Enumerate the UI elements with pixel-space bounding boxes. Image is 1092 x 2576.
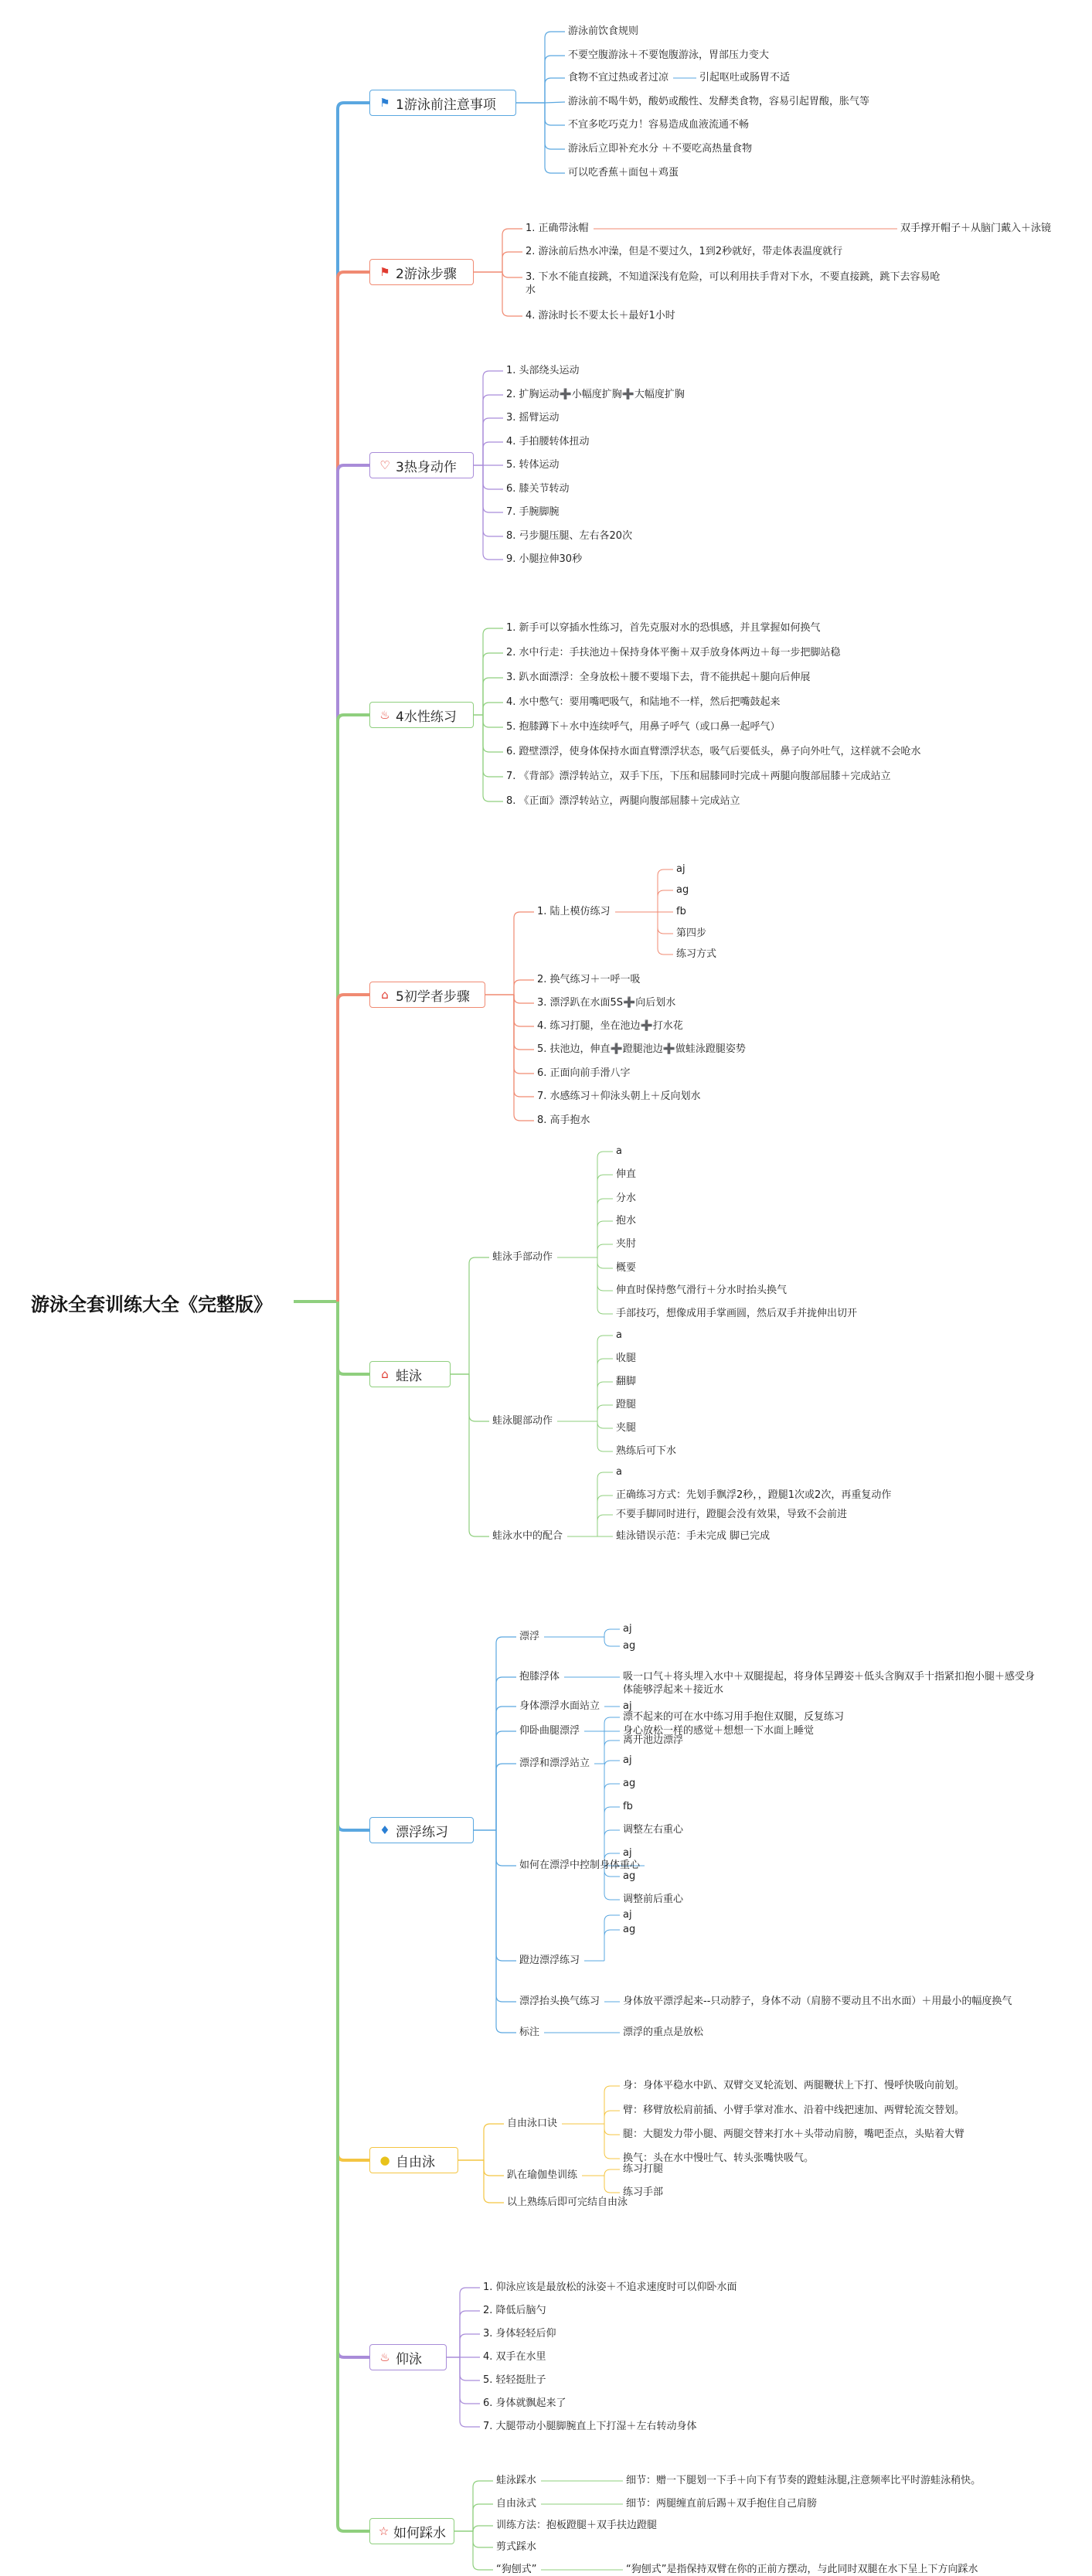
child-node[interactable]: 漂浮 — [519, 1631, 540, 1642]
grandchild-node[interactable]: 概要 — [616, 1262, 637, 1274]
topic-label: 蛙泳 — [396, 1368, 422, 1384]
grandchild-branch — [597, 1382, 613, 1421]
child-connector — [545, 56, 565, 103]
grandchild-branch — [597, 1257, 613, 1268]
grandchild-node[interactable]: 换气：头在水中慢吐气、转头张嘴快吸气。 — [623, 2152, 815, 2164]
child-node[interactable]: 9. 小腿拉伸30秒 — [506, 553, 583, 565]
child-connector — [496, 1830, 516, 1866]
child-connector — [502, 272, 522, 316]
child-connector — [502, 229, 522, 272]
child-connector — [460, 2357, 480, 2427]
child-node[interactable]: 3. 下水不能直接跳，不知道深浅有危险，可以利用扶手背对下水，不要直接跳，跳下去容易呛水 — [526, 271, 941, 296]
grandchild-node[interactable]: ag — [623, 1924, 636, 1935]
child-connector — [484, 2124, 504, 2160]
grandchild-node[interactable]: 细节：赠一下腿划一下手＋向下有节奏的蹬蛙泳腿,注意频率比平时游蛙泳稍快。 — [626, 2475, 981, 2486]
grandchild-node[interactable]: 不要手脚同时进行，蹬腿会没有效果，导致不会前进 — [616, 1509, 848, 1520]
grandchild-node[interactable]: 引起呕吐或肠胃不适 — [699, 72, 791, 83]
child-node[interactable]: 标注 — [519, 2026, 540, 2038]
topic-label: 2游泳步骤 — [396, 266, 457, 282]
grandchild-branch — [604, 2176, 620, 2193]
child-node[interactable]: 4. 游泳时长不要太长＋最好1小时 — [526, 310, 675, 322]
child-node[interactable]: 5. 轻轻挺肚子 — [483, 2374, 546, 2386]
grandchild-branch — [597, 1421, 613, 1451]
grandchild-branch — [597, 1421, 613, 1428]
child-connector — [483, 715, 503, 777]
child-connector — [473, 2481, 493, 2531]
grandchild-node[interactable]: a — [616, 1145, 622, 1157]
child-node[interactable]: 蛙泳腿部动作 — [492, 1415, 553, 1427]
child-connector — [484, 2160, 504, 2176]
grandchild-node[interactable]: 蹬腿 — [616, 1399, 637, 1411]
child-node[interactable]: 抱膝浮体 — [519, 1671, 560, 1683]
child-node[interactable]: 2. 扩胸运动➕小幅度扩胸➕大幅度扩胸 — [506, 389, 685, 400]
child-connector — [545, 103, 565, 149]
grandchild-node[interactable]: 收腿 — [616, 1353, 637, 1364]
child-connector — [483, 465, 503, 536]
child-node[interactable]: 1. 新手可以穿插水性练习，首先克服对水的恐惧感，并且掌握如何换气 — [506, 622, 821, 634]
trunk-branch — [338, 1302, 369, 2160]
child-connector — [514, 912, 534, 995]
grandchild-node[interactable]: aj — [623, 1623, 632, 1635]
grandchild-branch — [604, 2111, 620, 2124]
child-node[interactable]: 游泳后立即补充水分 ＋不要吃高热量食物 — [568, 143, 753, 155]
grandchild-node[interactable]: 调整前后重心 — [623, 1894, 684, 1905]
trunk-branch — [338, 272, 369, 1302]
trunk-branch — [338, 1302, 369, 2531]
grandchild-node[interactable]: ag — [676, 884, 689, 896]
child-node[interactable]: 如何在漂浮中控制身体重心 — [519, 1860, 641, 1871]
child-connector — [514, 995, 534, 1121]
child-connector — [483, 715, 503, 752]
child-connector — [545, 32, 565, 103]
child-node[interactable]: 以上熟练后即可完结自由泳 — [507, 2197, 628, 2208]
child-node[interactable]: 1. 头部绕头运动 — [506, 365, 580, 376]
topic-label: 1游泳前注意事项 — [396, 97, 496, 113]
grandchild-node[interactable]: 双手撑开帽子＋从脑门戴入＋泳镜 — [900, 223, 1052, 234]
grandchild-branch — [597, 1359, 613, 1421]
child-node[interactable]: 3. 漂浮趴在水面5S➕向后划水 — [537, 997, 676, 1009]
topic-9[interactable] — [369, 2344, 447, 2370]
child-connector — [514, 995, 534, 1003]
grandchild-branch — [604, 1807, 620, 1866]
child-node[interactable]: 自由泳口诀 — [507, 2118, 558, 2129]
grandchild-branch — [597, 1244, 613, 1257]
grandchild-node[interactable]: 调整左右重心 — [623, 1824, 684, 1836]
grandchild-node[interactable]: fb — [676, 906, 686, 917]
grandchild-node[interactable]: ag — [623, 1778, 636, 1789]
grandchild-node[interactable]: 翻脚 — [616, 1376, 637, 1387]
trunk-branch — [338, 715, 369, 1302]
child-node[interactable]: 4. 水中憋气：要用嘴吧吸气，和陆地不一样，然后把嘴鼓起来 — [506, 696, 781, 708]
child-node[interactable]: 蹬边漂浮练习 — [519, 1955, 580, 1966]
child-connector — [483, 395, 503, 465]
topic-label: 如何踩水 — [393, 2525, 446, 2541]
child-node[interactable]: 4. 双手在水里 — [483, 2351, 546, 2363]
trunk-branch — [338, 995, 369, 1302]
child-node[interactable]: 可以吃香蕉＋面包＋鸡蛋 — [568, 167, 679, 179]
child-node[interactable]: “狗刨式” — [496, 2564, 537, 2575]
grandchild-node[interactable]: a — [616, 1466, 622, 1478]
grandchild-branch — [597, 1405, 613, 1421]
child-connector — [496, 1731, 516, 1830]
root-title[interactable]: 游泳全套训练大全《完整版》 — [31, 1294, 272, 1315]
grandchild-node[interactable]: fb — [623, 1801, 633, 1812]
grandchild-node[interactable]: ag — [623, 1640, 636, 1652]
child-node[interactable]: 1. 陆上模仿练习 — [537, 906, 611, 917]
grandchild-node[interactable]: 练习方式 — [676, 948, 717, 960]
grandchild-node[interactable]: 腿：大腿发力带小腿、两腿交替来打水＋头带动肩膀，嘴吧歪点，头贴着大臂 — [623, 2129, 965, 2140]
child-node[interactable]: 蛙泳踩水 — [496, 2475, 537, 2486]
topic-label: 5初学者步骤 — [396, 989, 470, 1005]
grandchild-node[interactable]: 吸一口气＋将头埋入水中＋双腿提起，将身体呈蹲姿＋低头含胸双手十指紧扣抱小腿＋感受身体能够浮起来＋接近水 — [623, 1671, 1036, 1696]
child-node[interactable]: 自由泳式 — [496, 2498, 537, 2510]
grandchild-branch — [597, 1257, 613, 1314]
child-node[interactable]: 3. 趴水面漂浮：全身放松＋腰不要塌下去，背不能拱起＋腿向后伸展 — [506, 672, 811, 683]
child-node[interactable]: 剪式踩水 — [496, 2541, 537, 2553]
heart-icon: ♡ — [379, 458, 390, 472]
grandchild-node[interactable]: 分水 — [616, 1193, 637, 1204]
child-node[interactable]: 6. 身体就飘起来了 — [483, 2397, 566, 2409]
child-connector — [496, 1764, 516, 1830]
child-connector — [502, 271, 522, 277]
child-connector — [496, 1830, 516, 1961]
grandchild-branch — [597, 1221, 613, 1257]
child-connector — [502, 252, 522, 272]
child-connector — [473, 2526, 493, 2532]
flag-icon: ⚑ — [379, 265, 390, 279]
star-icon: ☆ — [378, 2524, 390, 2538]
child-node[interactable]: 4. 练习打腿，坐在池边➕打水花 — [537, 1020, 683, 1032]
grandchild-node[interactable]: 身心放松一样的感觉＋想想一下水面上睡觉 — [623, 1725, 815, 1737]
topic-1[interactable] — [369, 90, 516, 116]
child-connector — [496, 1677, 516, 1830]
child-connector — [483, 715, 503, 801]
child-connector — [483, 465, 503, 489]
swimmer-icon: ♨ — [379, 708, 390, 722]
child-node[interactable]: 趴在瑜伽垫训练 — [507, 2169, 578, 2181]
grandchild-branch — [597, 1472, 613, 1536]
grandchild-branch — [604, 1629, 620, 1637]
grandchild-branch — [597, 1515, 613, 1536]
grandchild-node[interactable]: aj — [623, 1847, 632, 1859]
child-node[interactable]: 不要空腹游泳＋不要饱腹游泳，胃部压力变大 — [568, 49, 770, 61]
grandchild-branch — [597, 1257, 613, 1291]
topic-10[interactable] — [369, 2518, 454, 2544]
child-node[interactable]: 1. 正确带泳帽 — [526, 223, 589, 234]
child-connector — [473, 2531, 493, 2547]
child-connector — [483, 703, 503, 715]
child-connector — [460, 2357, 480, 2380]
grandchild-branch — [604, 1761, 620, 1866]
grandchild-node[interactable]: aj — [676, 863, 685, 875]
child-node[interactable]: 6. 膝关节转动 — [506, 483, 570, 495]
child-node[interactable]: 1. 仰泳应该是最放松的泳姿＋不追求速度时可以仰卧水面 — [483, 2282, 737, 2293]
grandchild-node[interactable]: 离开池边漂浮 — [623, 1734, 684, 1746]
child-node[interactable]: 仰卧曲腿漂浮 — [519, 1725, 580, 1737]
grandchild-node[interactable]: 身体放平漂浮起来--只动脖子，身体不动（肩膀不要动且不出水面）＋用最小的幅度换气 — [623, 1996, 1012, 2007]
child-connector — [545, 102, 565, 103]
fire-icon: ♦ — [379, 1823, 390, 1837]
child-connector — [483, 678, 503, 715]
child-connector — [496, 1637, 516, 1830]
grandchild-branch — [658, 890, 673, 912]
child-node[interactable]: 游泳前不喝牛奶，酸奶或酸性、发酵类食物，容易引起胃酸，胀气等 — [568, 96, 870, 107]
child-node[interactable]: 2. 降低后脑勺 — [483, 2305, 546, 2316]
child-node[interactable]: 7. 水感练习＋仰泳头朝上＋反向划水 — [537, 1091, 701, 1102]
grandchild-node[interactable]: 漂不起来的可在水中练习用手抱住双腿，反复练习 — [623, 1711, 845, 1723]
child-node[interactable]: 7. 大腿带动小腿脚腕直上下打湿＋左右转动身体 — [483, 2421, 697, 2432]
child-node[interactable]: 训练方法：抱板蹬腿＋双手扶边蹬腿 — [496, 2520, 658, 2531]
child-node[interactable]: 漂浮抬头换气练习 — [519, 1996, 600, 2007]
grandchild-node[interactable]: 身：身体平稳水中趴、双臂交叉轮流划、两腿鞭状上下打、慢呼快吸向前划。 — [623, 2080, 965, 2091]
child-node[interactable]: 3. 身体轻轻后仰 — [483, 2328, 556, 2339]
topic-5[interactable] — [369, 982, 485, 1008]
grandchild-node[interactable]: 手部技巧，想像成用手掌画圆，然后双手并拢伸出切开 — [616, 1308, 858, 1319]
topic-label: 4水性练习 — [396, 709, 457, 725]
child-connector — [496, 1830, 516, 2002]
child-connector — [484, 2160, 504, 2203]
child-node[interactable]: 游泳前饮食规则 — [568, 26, 639, 37]
child-node[interactable]: 8. 弓步腿压腿、左右各20次 — [506, 530, 633, 542]
child-connector — [545, 78, 565, 103]
topic-2[interactable] — [369, 259, 474, 285]
topic-6[interactable] — [369, 1361, 451, 1387]
grandchild-node[interactable]: 细节：两腿缠直前后踢＋双手抱住自己肩膀 — [626, 2498, 818, 2510]
child-node[interactable]: 5. 抱膝蹲下＋水中连续呼气，用鼻子呼气（或口鼻一起呼气） — [506, 721, 781, 733]
grandchild-branch — [604, 2086, 620, 2124]
child-node[interactable]: 4. 手拍腰转体扭动 — [506, 436, 590, 447]
child-connector — [473, 2531, 493, 2570]
grandchild-node[interactable]: aj — [623, 1700, 632, 1712]
child-node[interactable]: 2. 换气练习＋一呼一吸 — [537, 974, 641, 985]
bulb-icon: ● — [379, 2153, 390, 2167]
topic-8[interactable] — [369, 2147, 458, 2173]
child-connector — [469, 1374, 489, 1536]
grandchild-node[interactable]: aj — [623, 1754, 632, 1766]
grandchild-node[interactable]: 伸直 — [616, 1169, 637, 1180]
grandchild-node[interactable]: 伸直时保持憋气滑行＋分水时抬头换气 — [616, 1285, 788, 1296]
grandchild-node[interactable]: 臂：移臂放松肩前插、小臂手掌对准水、沿着中线把速加、两臂轮流交替划。 — [623, 2105, 965, 2116]
child-connector — [483, 628, 503, 715]
child-connector — [469, 1257, 489, 1374]
child-connector — [496, 1830, 516, 2033]
topic-4[interactable] — [369, 702, 474, 728]
grandchild-node[interactable]: 夹肘 — [616, 1238, 637, 1250]
trunk-branch — [338, 103, 369, 1302]
grandchild-node[interactable]: aj — [623, 1909, 632, 1921]
grandchild-node[interactable]: 练习打腿 — [623, 2163, 664, 2175]
child-connector — [496, 1707, 516, 1830]
child-node[interactable]: 5. 转体运动 — [506, 459, 560, 471]
child-node[interactable]: 蛙泳手部动作 — [492, 1251, 553, 1263]
grandchild-branch — [604, 2124, 620, 2159]
home-icon: ⌂ — [381, 1367, 389, 1381]
topic-label: 漂浮练习 — [396, 1824, 448, 1840]
child-connector — [545, 103, 565, 173]
grandchild-branch — [597, 1152, 613, 1257]
trunk-branch — [338, 1302, 369, 1830]
child-connector — [460, 2334, 480, 2357]
child-node[interactable]: 7. 手腕脚腕 — [506, 506, 560, 518]
grandchild-branch — [604, 1915, 620, 1961]
child-node[interactable]: 身体漂浮水面站立 — [519, 1700, 600, 1712]
grandchild-branch — [604, 1637, 620, 1646]
grandchild-node[interactable]: ag — [623, 1870, 636, 1882]
child-connector — [483, 653, 503, 715]
child-node[interactable]: 2. 游泳前后热水冲澡，但是不要过久，1到2秒就好，带走体表温度就行 — [526, 246, 843, 257]
grandchild-branch — [597, 1336, 613, 1421]
child-node[interactable]: 3. 摇臂运动 — [506, 412, 560, 424]
child-connector — [514, 995, 534, 1097]
child-connector — [483, 715, 503, 727]
grandchild-branch — [604, 2124, 620, 2135]
child-node[interactable]: 6. 蹬壁漂浮，使身体保持水面直臂漂浮状态，吸气后要低头，鼻子向外吐气，这样就不会呛水 — [506, 746, 921, 757]
topic-label: 仰泳 — [396, 2351, 422, 2367]
topic-label: 3热身动作 — [396, 459, 457, 475]
grandchild-branch — [604, 1930, 620, 1961]
grandchild-node[interactable]: 夹腿 — [616, 1422, 637, 1434]
grandchild-node[interactable]: 熟练后可下水 — [616, 1445, 677, 1457]
topic-7[interactable] — [369, 1817, 474, 1843]
grandchild-node[interactable]: a — [616, 1329, 622, 1341]
child-node[interactable]: 8. 高手抱水 — [537, 1114, 590, 1126]
child-node[interactable]: 蛙泳水中的配合 — [492, 1530, 563, 1542]
child-node[interactable]: 不宜多吃巧克力！容易造成血液流通不畅 — [568, 119, 750, 131]
child-connector — [514, 995, 534, 1026]
child-node[interactable]: 7. 《背部》漂浮转站立，双手下压，下压和屈膝同时完成＋两腿向腹部屈膝＋完成站立 — [506, 771, 891, 782]
swimmer-icon: ♨ — [379, 2350, 390, 2364]
grandchild-node[interactable]: 正确练习方式：先划手飘浮2秒，，蹬腿1次或2次，再重复动作 — [616, 1489, 892, 1501]
child-node[interactable]: 2. 水中行走：手扶池边＋保持身体平衡＋双手放身体两边＋每一步把脚站稳 — [506, 647, 841, 658]
grandchild-node[interactable]: 蛙泳错误示范：手未完成 脚已完成 — [616, 1530, 771, 1542]
grandchild-node[interactable]: “狗刨式”是指保持双臂在你的正前方摆动，与此同时双腿在水下呈上下方向踩水 — [626, 2564, 978, 2575]
trunk-branch — [338, 465, 369, 1302]
child-connector — [514, 980, 534, 995]
grandchild-branch — [604, 2169, 620, 2176]
grandchild-node[interactable]: 抱水 — [616, 1215, 637, 1227]
child-connector — [473, 2504, 493, 2531]
trunk-branch — [338, 1302, 369, 1374]
child-connector — [469, 1374, 489, 1421]
child-node[interactable]: 5. 扶池边，伸直➕蹬腿池边➕做蛙泳蹬腿姿势 — [537, 1043, 746, 1055]
child-connector — [514, 995, 534, 1074]
child-node[interactable]: 食物不宜过热或者过凉 — [568, 72, 669, 83]
child-connector — [545, 103, 565, 125]
grandchild-node[interactable]: 第四步 — [676, 927, 707, 939]
flag-icon: ⚑ — [379, 96, 390, 110]
topic-label: 自由泳 — [396, 2154, 435, 2170]
grandchild-node[interactable]: 漂浮的重点是放松 — [623, 2026, 704, 2038]
child-node[interactable]: 漂浮和漂浮站立 — [519, 1758, 590, 1769]
grandchild-node[interactable]: 练习手部 — [623, 2186, 664, 2198]
home-icon: ⌂ — [381, 988, 389, 1002]
grandchild-branch — [597, 1199, 613, 1257]
topic-3[interactable] — [369, 452, 474, 478]
child-connector — [460, 2288, 480, 2357]
grandchild-branch — [658, 912, 673, 934]
child-connector — [483, 442, 503, 465]
child-node[interactable]: 6. 正面向前手滑八字 — [537, 1067, 631, 1079]
child-node[interactable]: 8. 《正面》漂浮转站立，两腿向腹部屈膝＋完成站立 — [506, 795, 740, 807]
